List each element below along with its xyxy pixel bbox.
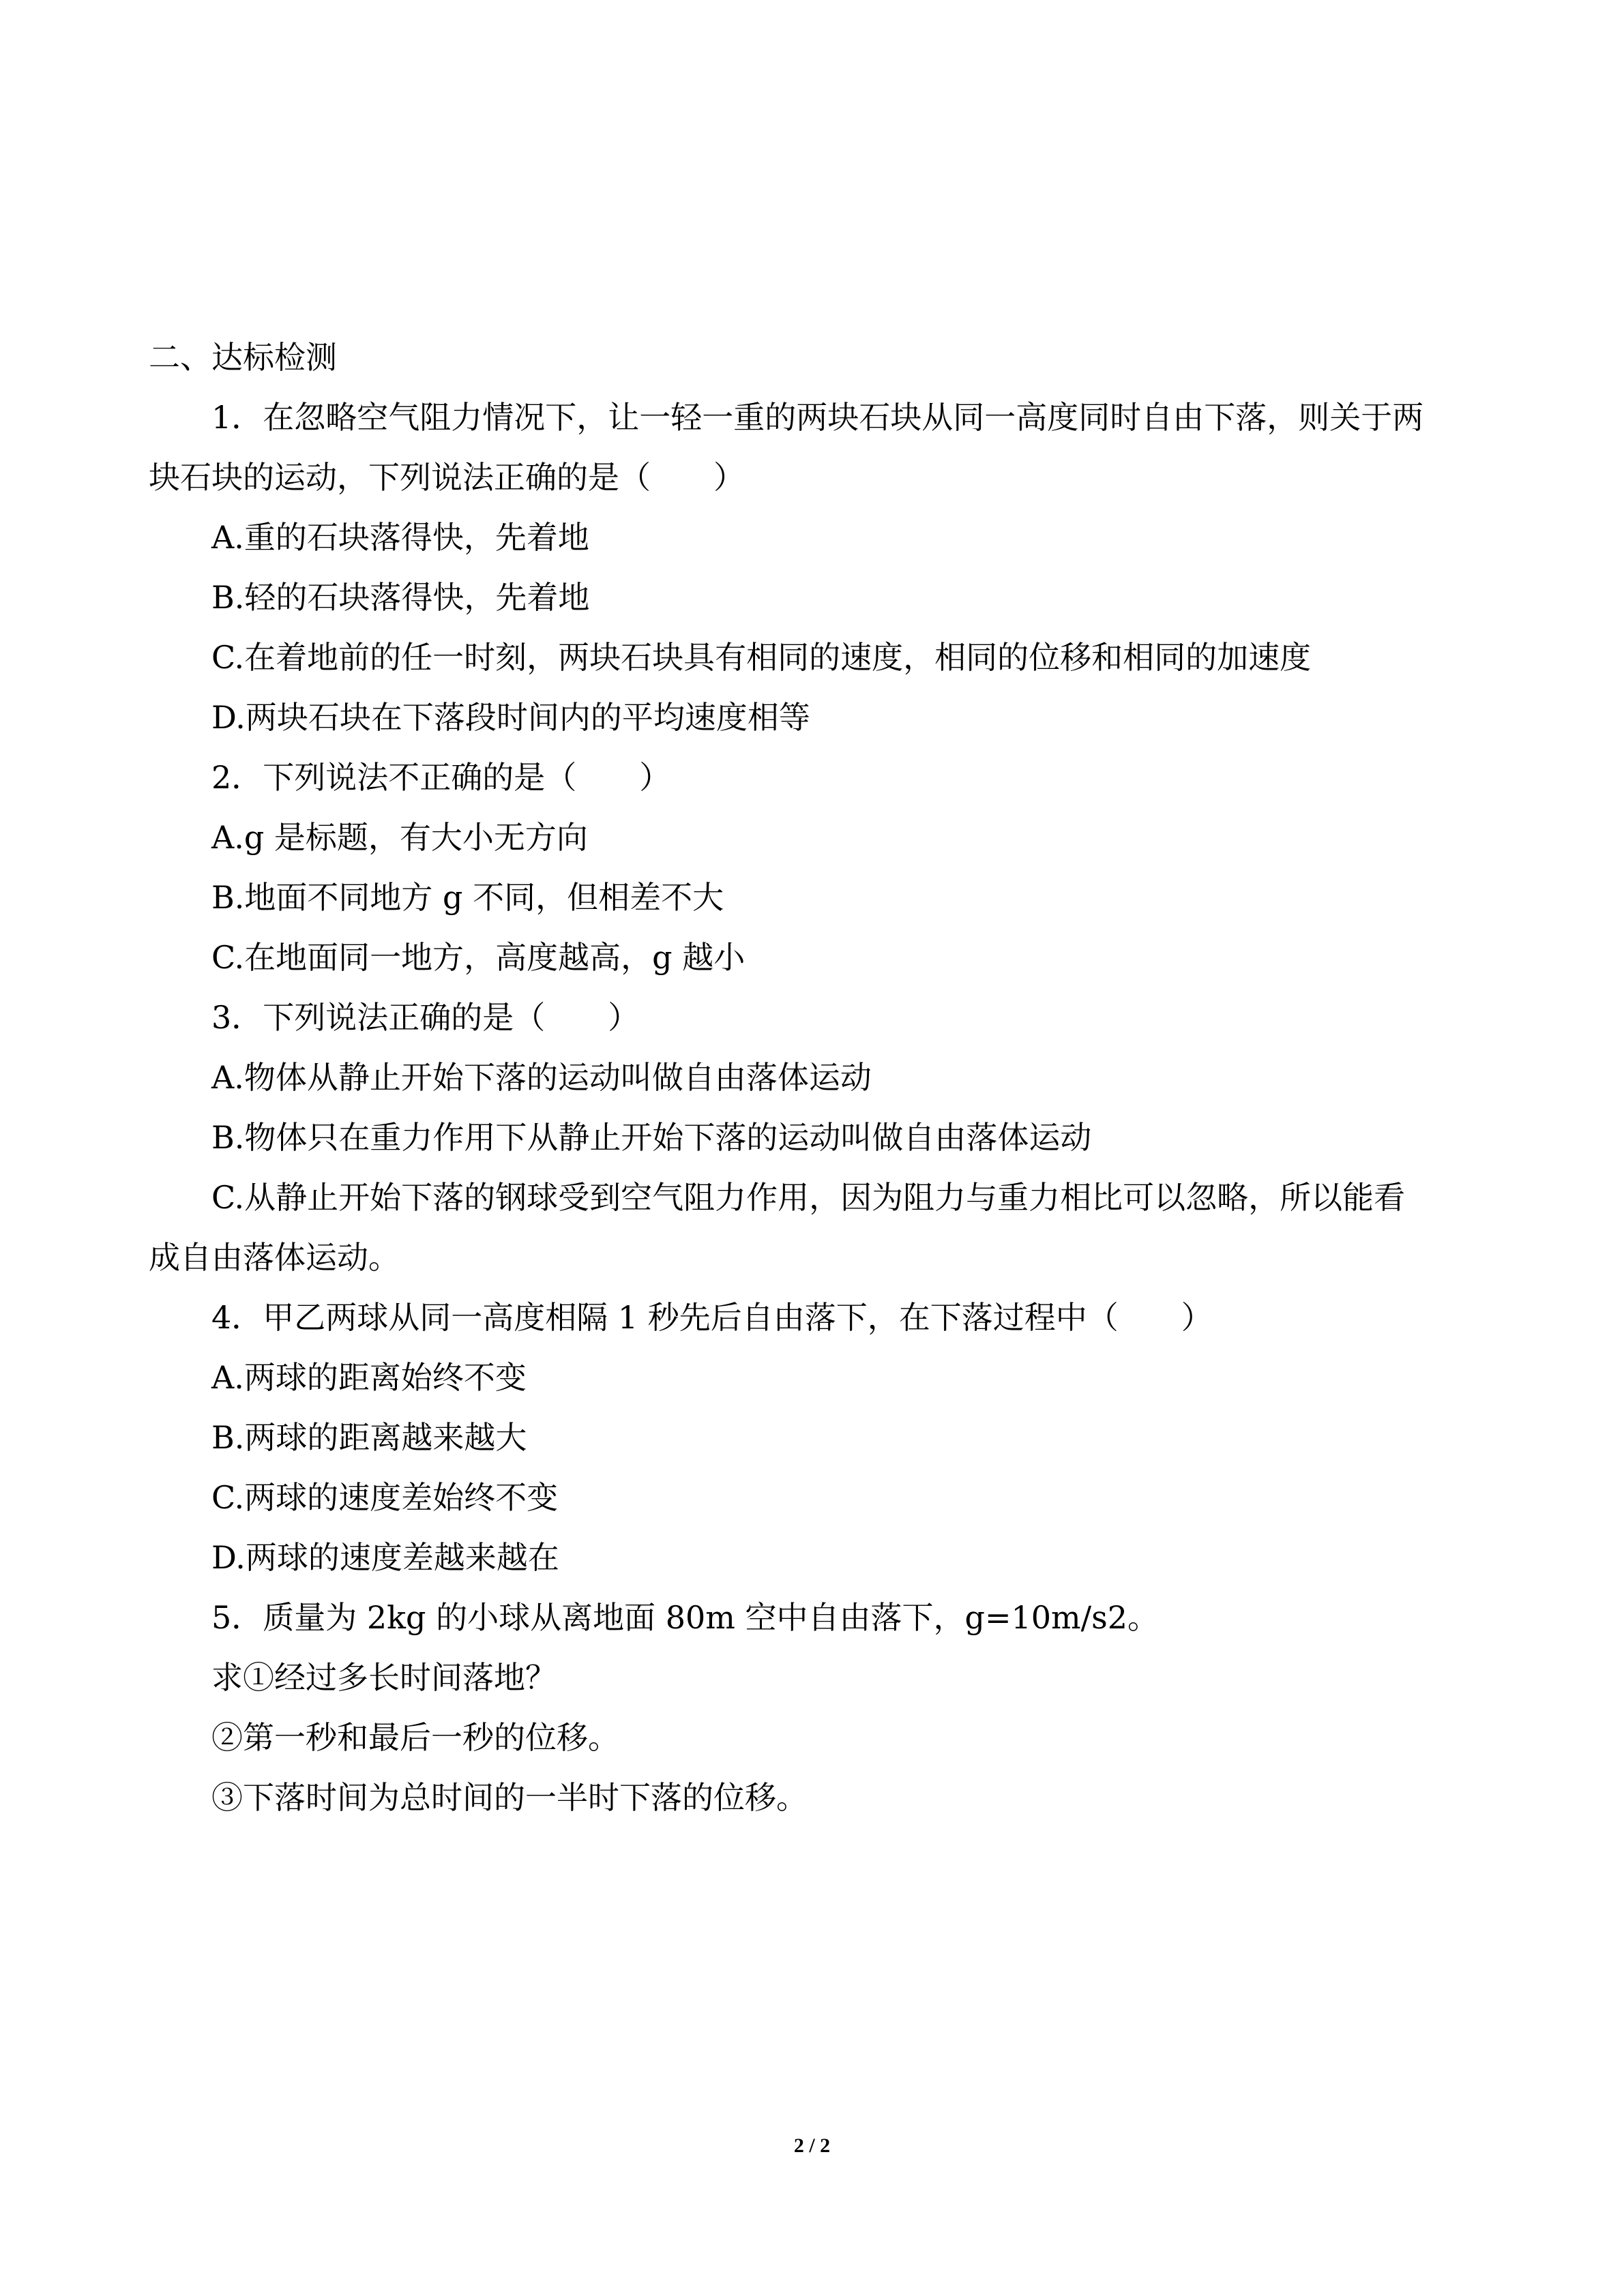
question-5-stem: 5．质量为 2kg 的小球从离地面 80m 空中自由落下，g=10m/s2。: [211, 1599, 1160, 1636]
question-1-option-d: D.两块石块在下落段时间内的平均速度相等: [211, 699, 810, 736]
question-4-option-b: B.两球的距离越来越大: [211, 1419, 527, 1456]
question-2-stem: 2．下列说法不正确的是（ ）: [211, 759, 671, 796]
question-1-stem-cont: 块石块的运动，下列说法正确的是（ ）: [149, 459, 745, 496]
question-2-option-c: C.在地面同一地方，高度越高，g 越小: [211, 939, 745, 976]
section-title: 二、达标检测: [149, 339, 337, 376]
question-5-part-2: ②第一秒和最后一秒的位移。: [211, 1719, 619, 1756]
question-2-option-b: B.地面不同地方 g 不同，但相差不大: [211, 879, 724, 916]
question-4-option-d: D.两球的速度差越来越在: [211, 1539, 559, 1576]
question-3-option-b: B.物体只在重力作用下从静止开始下落的运动叫做自由落体运动: [211, 1119, 1092, 1156]
question-5-part-1: 求①经过多长时间落地？: [211, 1659, 557, 1696]
question-3-option-c-cont: 成自由落体运动。: [149, 1239, 400, 1276]
question-1-option-b: B.轻的石块落得快，先着地: [211, 579, 590, 616]
question-3-option-c: C.从静止开始下落的钢球受到空气阻力作用，因为阻力与重力相比可以忽略，所以能看: [211, 1179, 1406, 1216]
question-1-option-a: A.重的石块落得快，先着地: [211, 519, 589, 556]
question-1-stem: 1．在忽略空气阻力情况下，让一轻一重的两块石块从同一高度同时自由下落，则关于两: [211, 399, 1424, 436]
exercise-content: [149, 327, 1486, 1828]
question-4-stem: 4．甲乙两球从同一高度相隔 1 秒先后自由落下，在下落过程中（ ）: [211, 1299, 1213, 1336]
question-5-part-3: ③下落时间为总时间的一半时下落的位移。: [211, 1779, 808, 1816]
question-3-option-a: A.物体从静止开始下落的运动叫做自由落体运动: [211, 1059, 872, 1096]
question-3-stem: 3．下列说法正确的是（ ）: [211, 999, 640, 1036]
question-2-option-a: A.g 是标题，有大小无方向: [211, 819, 588, 856]
question-1-option-c: C.在着地前的任一时刻，两块石块具有相同的速度，相同的位移和相同的加速度: [211, 639, 1312, 676]
question-4-option-c: C.两球的速度差始终不变: [211, 1479, 559, 1516]
page-number: 2 / 2: [793, 2134, 831, 2157]
question-4-option-a: A.两球的距离始终不变: [211, 1359, 527, 1396]
